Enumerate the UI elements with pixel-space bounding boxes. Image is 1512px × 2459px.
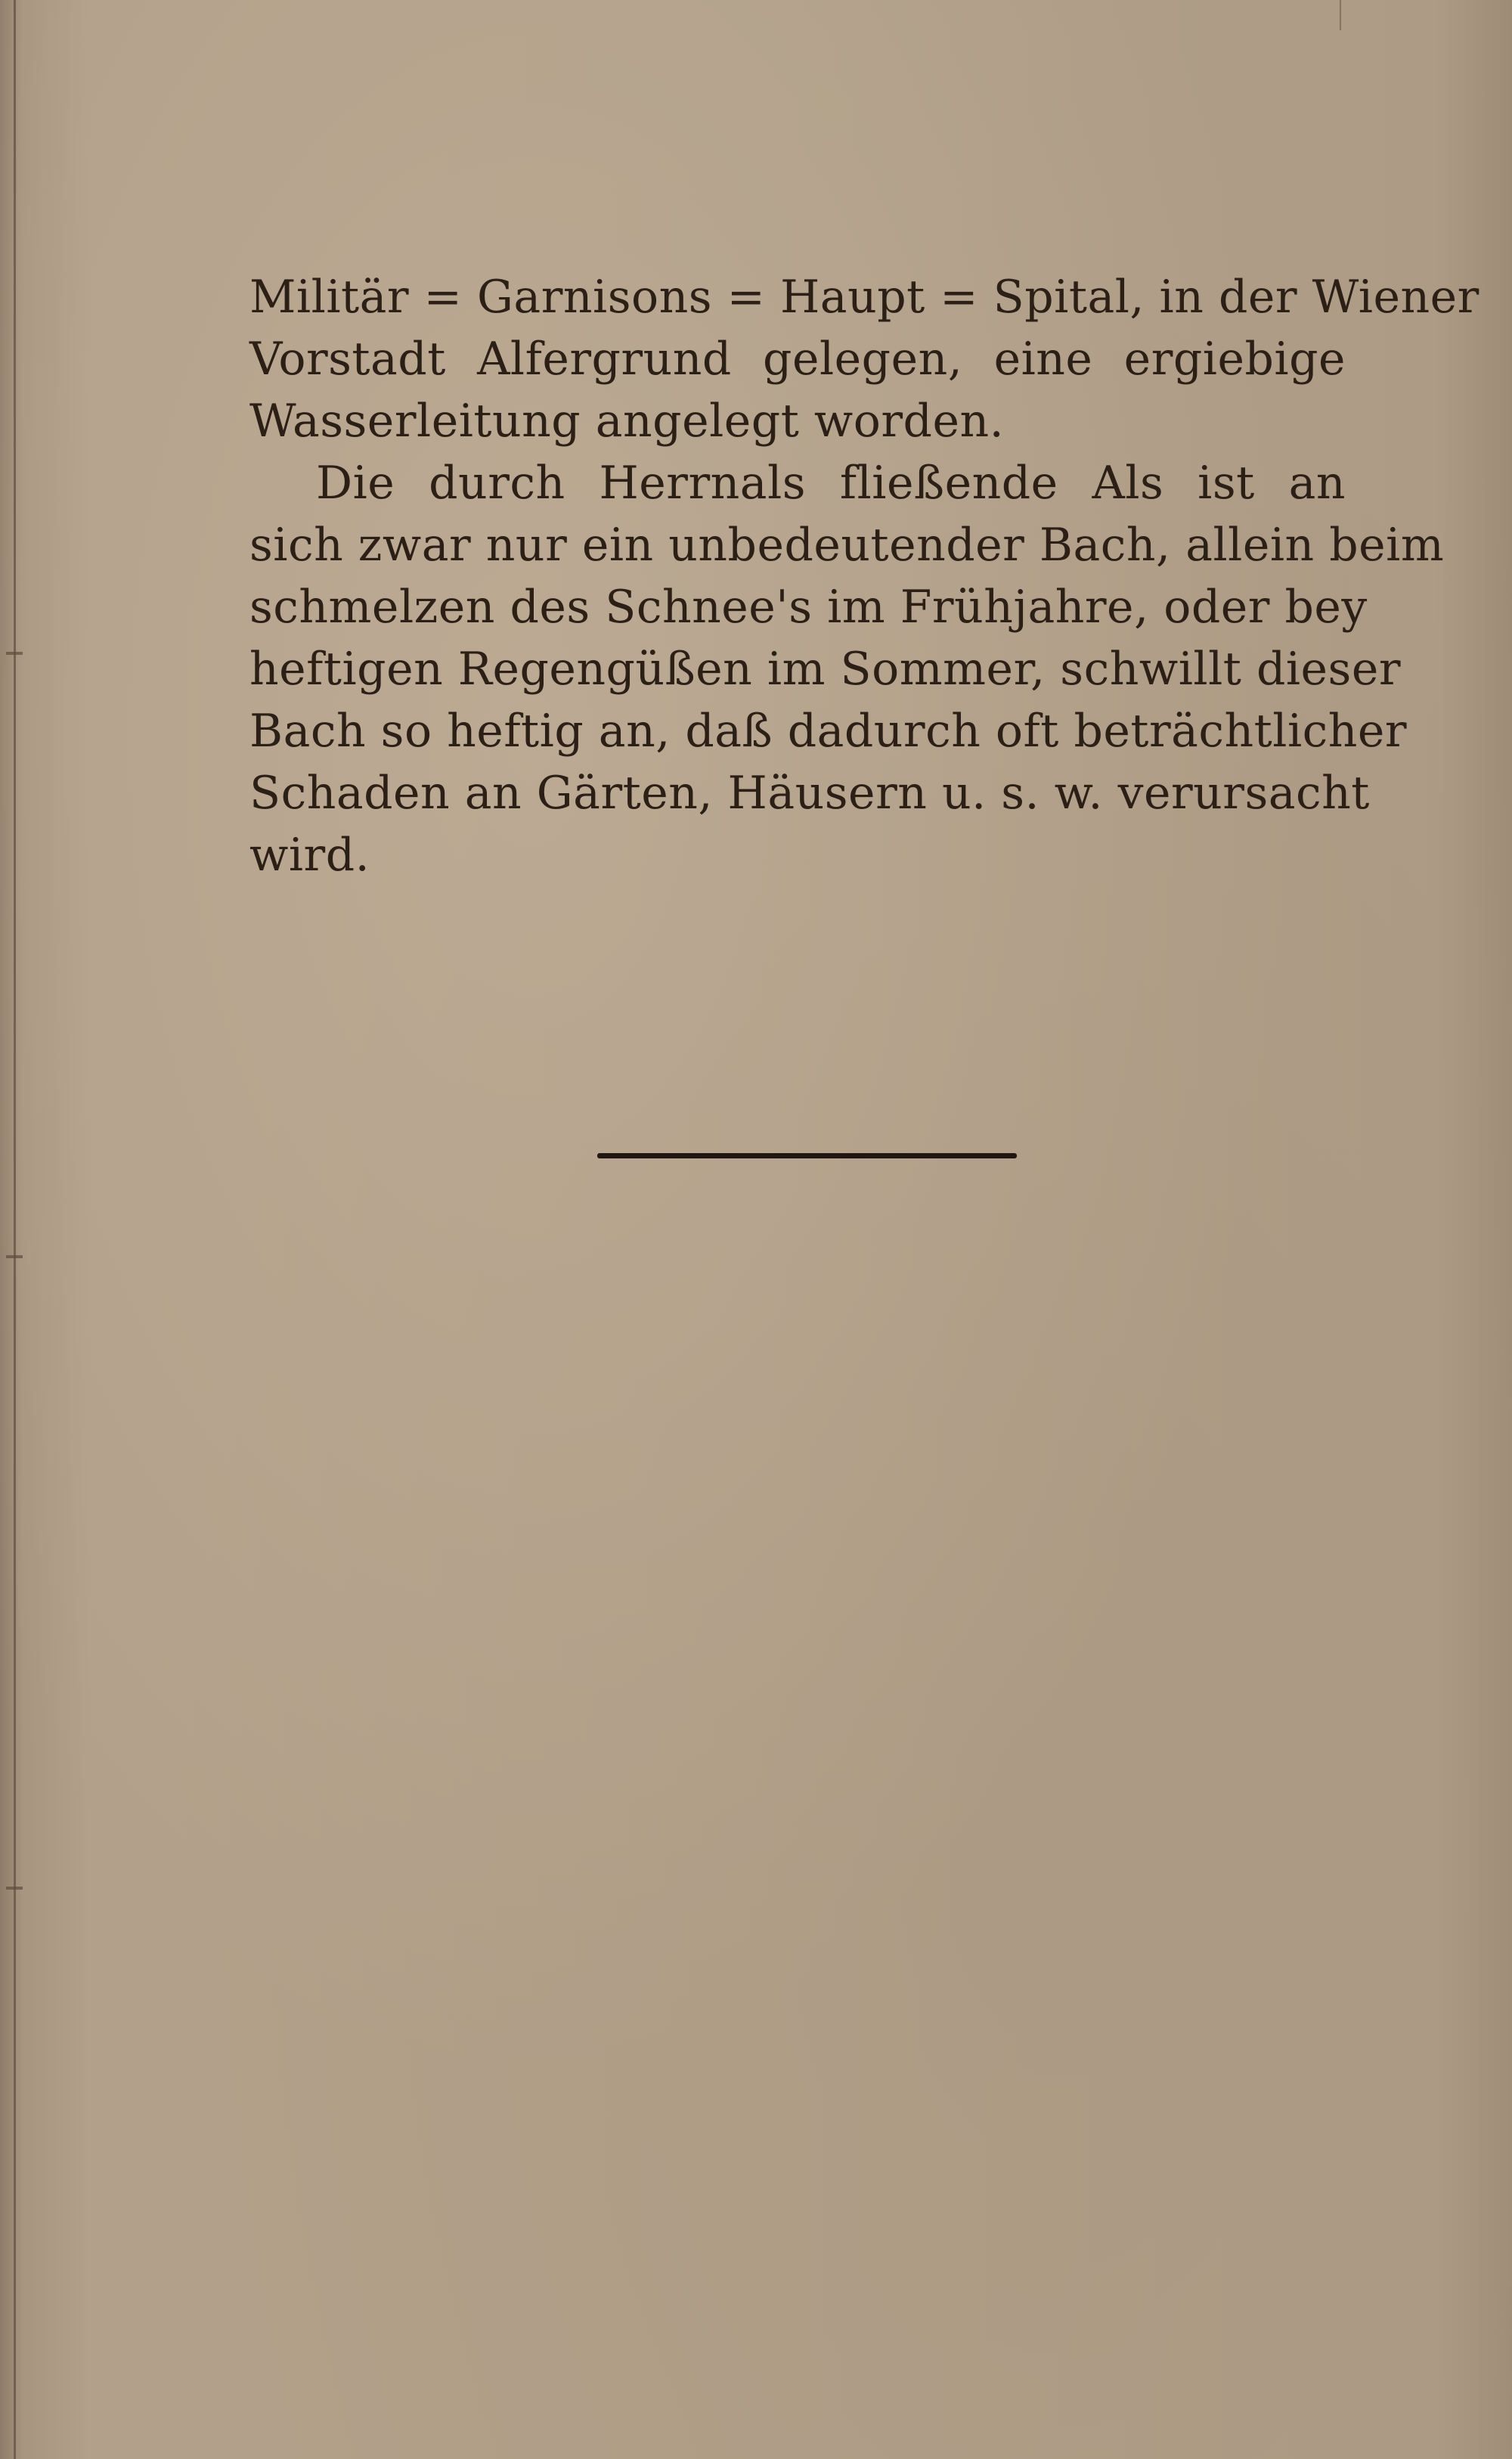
- body-text: [249, 266, 1479, 886]
- text-line: wird.: [249, 829, 370, 882]
- binding-thread-mark: [6, 1887, 23, 1890]
- text-line: heftigen Regengüßen im Sommer, schwillt dieser: [249, 643, 1402, 696]
- text-line: Wasserleitung angelegt worden.: [249, 395, 1005, 448]
- text-line: Die durch Herrnals fließende Als ist an: [316, 457, 1346, 510]
- section-divider-rule: [597, 1153, 1017, 1158]
- text-line: sich zwar nur ein unbedeutender Bach, allein beim: [249, 519, 1445, 572]
- text-line: Schaden an Gärten, Häusern u. s. w. verursacht: [249, 767, 1370, 820]
- page-edge-mark: [1340, 0, 1341, 30]
- text-line: Vorstadt Alfergrund gelegen, eine ergiebige: [249, 333, 1346, 386]
- text-line: schmelzen des Schnee's im Frühjahre, oder bey: [249, 581, 1368, 634]
- text-line: Militär = Garnisons = Haupt = Spital, in der Wiener: [249, 271, 1479, 324]
- text-line: Bach so heftig an, daß dadurch oft beträchtlicher: [249, 705, 1408, 758]
- binding-thread-mark: [6, 1255, 23, 1258]
- binding-edge-line: [14, 0, 16, 2459]
- binding-thread-mark: [6, 652, 23, 655]
